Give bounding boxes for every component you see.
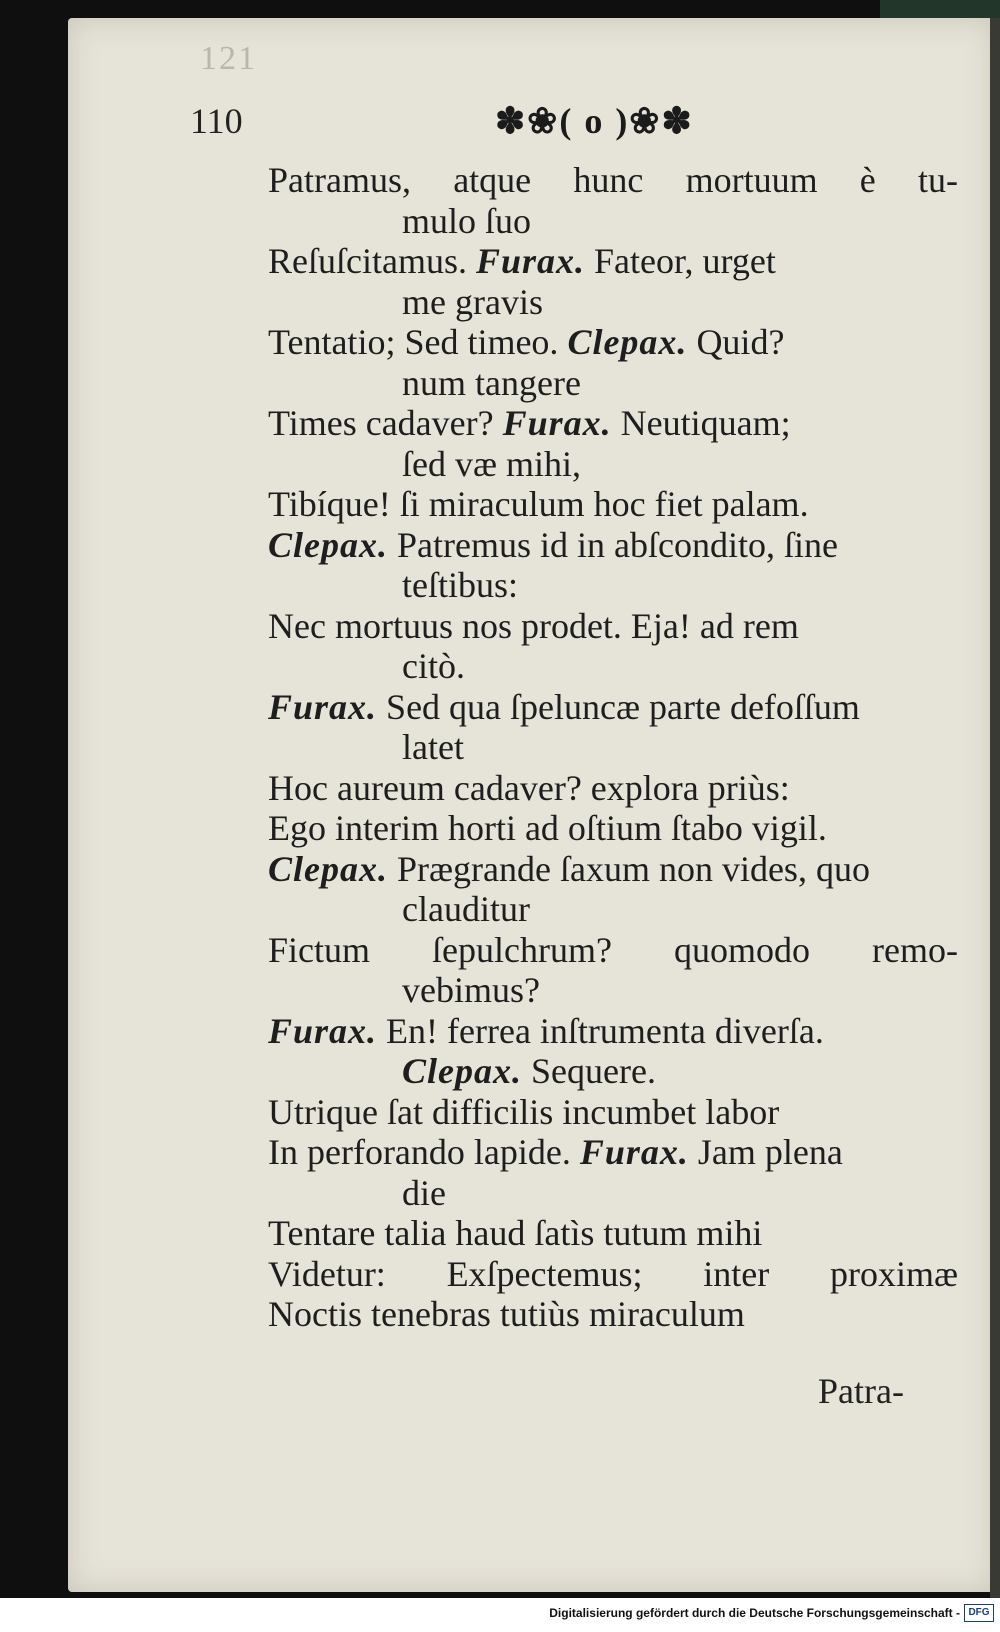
line-text: In perforando lapide. <box>268 1132 571 1172</box>
line-text: num tangere <box>402 362 581 403</box>
page-header <box>190 100 890 150</box>
speaker-name: Clepax. <box>268 524 388 565</box>
catchword: Patra- <box>818 1371 904 1411</box>
text-line <box>268 687 958 728</box>
speaker-name: Furax. <box>579 1132 689 1172</box>
text-line <box>268 727 958 768</box>
text-line <box>268 160 958 201</box>
text-line <box>268 525 958 566</box>
speaker-name: Furax. <box>268 686 378 727</box>
dfg-logo: DFG <box>964 1604 994 1622</box>
line-text: Fictum ſepulchrum? quomodo remo- <box>268 929 958 970</box>
line-text: Prægrande ſaxum non vides, quo <box>397 848 870 889</box>
line-text: mulo ſuo <box>402 200 532 241</box>
text-line <box>268 1294 958 1335</box>
text-line <box>268 1173 958 1214</box>
line-text: Jam plena <box>697 1132 843 1172</box>
text-line <box>268 322 958 363</box>
text-line <box>268 201 958 242</box>
text-line <box>268 930 958 971</box>
text-line <box>268 282 958 323</box>
line-text: Tentatio; Sed timeo. <box>268 322 559 362</box>
text-line <box>268 606 958 647</box>
text-line <box>268 363 958 404</box>
text-line <box>268 808 958 849</box>
line-text: me gravis <box>402 281 543 322</box>
speaker-name: Clepax. <box>402 1051 522 1091</box>
text-line <box>268 1092 958 1133</box>
footer-strip <box>0 1598 1000 1632</box>
speaker-name: Furax. <box>268 1010 378 1051</box>
text-line <box>268 565 958 606</box>
line-text: Hoc aureum cadaver? explora priùs: <box>268 767 790 808</box>
text-line <box>268 1254 958 1295</box>
text-line <box>268 484 958 525</box>
line-text: Noctis tenebras tutiùs miraculum <box>268 1294 745 1334</box>
line-text: Videtur: Exſpectemus; inter proximæ <box>268 1253 958 1294</box>
speaker-name: Furax. <box>475 241 586 281</box>
page-number: 110 <box>190 101 243 141</box>
text-line <box>268 970 958 1011</box>
page-shadow-edge <box>990 18 1000 1598</box>
speaker-name: Furax. <box>502 403 612 443</box>
text-line <box>268 1051 958 1092</box>
text-line <box>268 768 958 809</box>
line-text: die <box>402 1172 446 1213</box>
text-line <box>268 1213 958 1254</box>
line-text: Times cadaver? <box>268 403 494 443</box>
text-line <box>268 403 958 444</box>
speaker-name: Clepax. <box>268 848 388 889</box>
text-line <box>268 646 958 687</box>
line-text: Sed qua ſpeluncæ parte defoſſum <box>386 686 860 727</box>
line-text: teſtibus: <box>402 565 518 605</box>
line-text: Nec mortuus nos prodet. Eja! ad rem <box>268 605 799 646</box>
line-text: Ego interim horti ad oſtium ſtabo vigil. <box>268 808 827 848</box>
line-text: clauditur <box>402 889 530 929</box>
speaker-name: Clepax. <box>567 322 688 362</box>
line-text: Reſuſcitamus. <box>268 241 467 281</box>
line-text: Patramus, atque hunc mortuum è tu- <box>268 160 958 200</box>
line-text: Tibíque! ſi miraculum hoc fiet palam. <box>268 484 809 524</box>
text-line <box>268 1011 958 1052</box>
line-text: Fateor, urget <box>594 241 776 281</box>
text-line <box>268 889 958 930</box>
line-text: Sequere. <box>531 1051 656 1091</box>
line-text: ſed væ mihi, <box>402 443 581 484</box>
line-text: vebimus? <box>402 970 540 1010</box>
text-line <box>268 1132 958 1173</box>
line-text: citò. <box>402 646 465 686</box>
line-text: Patremus id in abſcondito, ſine <box>397 524 838 565</box>
line-text: latet <box>402 727 464 767</box>
line-text: En! ferrea inſtrumenta diverſa. <box>386 1010 824 1051</box>
text-line <box>268 444 958 485</box>
text-line <box>268 849 958 890</box>
bleed-through-page-number: 121 <box>200 40 257 77</box>
line-text: Tentare talia haud ſatìs tutum mihi <box>268 1213 763 1253</box>
funding-credit: Digitalisierung gefördert durch die Deutsche Forschungsgemeinschaft - <box>549 1606 960 1620</box>
text-line <box>268 241 958 282</box>
line-text: Utrique ſat difficilis incumbet labor <box>268 1091 780 1132</box>
line-text: Neutiquam; <box>620 403 791 443</box>
verse-text-block <box>268 160 958 1335</box>
line-text: Quid? <box>696 322 785 362</box>
header-ornament: ✽❀( o )❀✽ <box>495 101 694 141</box>
